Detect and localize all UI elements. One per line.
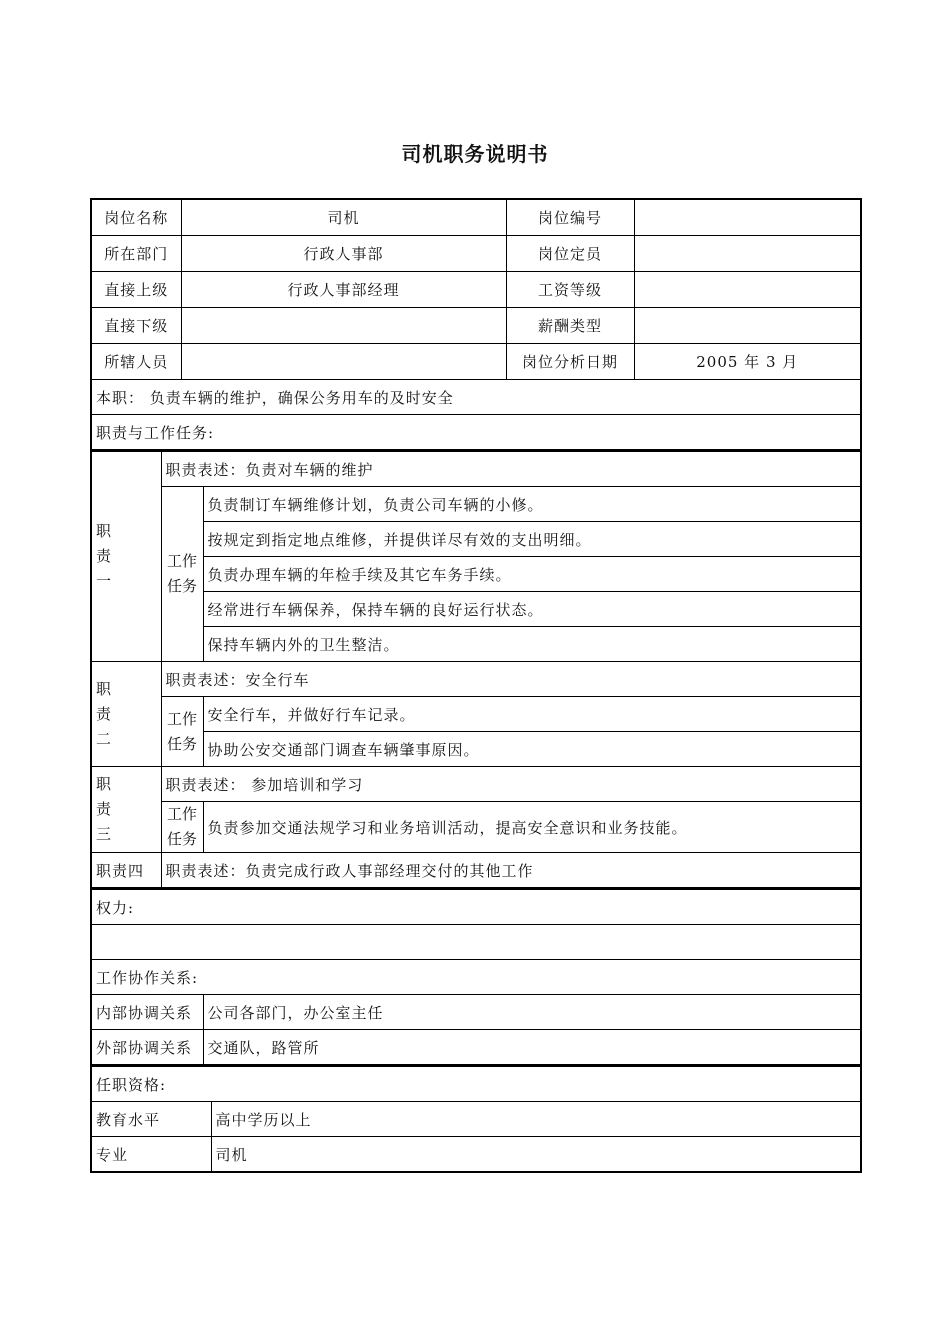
basic-info-row — [91, 272, 861, 308]
staff-label: 所辖人员 — [91, 344, 181, 380]
duty-2-task-label: 工作 任务 — [161, 697, 203, 767]
major-label: 专业 — [91, 1137, 211, 1173]
task-row — [91, 802, 861, 853]
duty-2-task: 安全行车，并做好行车记录。 — [203, 697, 861, 732]
analysis-date-label: 岗位分析日期 — [506, 344, 634, 380]
pay-type-value — [634, 308, 861, 344]
duty-4-statement: 职责表述：负责完成行政人事部经理交付的其他工作 — [161, 853, 861, 889]
authority-value — [91, 925, 861, 960]
direct-superior-label: 直接上级 — [91, 272, 181, 308]
cooperation-header: 工作协作关系: — [91, 960, 861, 995]
basic-info-row — [91, 344, 861, 380]
duty-2-statement: 职责表述：安全行车 — [161, 662, 861, 697]
duties-header-row — [91, 415, 861, 451]
task-row — [91, 627, 861, 662]
task-row — [91, 697, 861, 732]
position-name-value: 司机 — [181, 199, 506, 236]
internal-coordination-label: 内部协调关系 — [91, 995, 203, 1030]
external-coordination-row — [91, 1030, 861, 1066]
basic-info-row — [91, 308, 861, 344]
duty-1-task: 保持车辆内外的卫生整洁。 — [203, 627, 861, 662]
qualification-header-row — [91, 1067, 861, 1102]
position-number-value — [634, 199, 861, 236]
staff-value — [181, 344, 506, 380]
duty-3-label: 职 责 三 — [91, 767, 161, 853]
authority-table — [90, 889, 862, 1066]
duty-2-label: 职 责 二 — [91, 662, 161, 767]
duty-1-statement: 职责表述：负责对车辆的维护 — [161, 452, 861, 487]
external-coordination-value: 交通队，路管所 — [203, 1030, 861, 1066]
duty-statement-row — [91, 452, 861, 487]
direct-superior-value: 行政人事部经理 — [181, 272, 506, 308]
task-row — [91, 592, 861, 627]
department-label: 所在部门 — [91, 236, 181, 272]
qualification-header: 任职资格: — [91, 1067, 861, 1102]
qualification-row — [91, 1102, 861, 1137]
major-value: 司机 — [211, 1137, 861, 1173]
basic-info-table — [90, 198, 862, 451]
department-value: 行政人事部 — [181, 236, 506, 272]
document-title: 司机职务说明书 — [401, 142, 549, 166]
basic-info-row — [91, 199, 861, 236]
qualification-table — [90, 1066, 862, 1173]
job-description-form — [90, 198, 860, 1173]
internal-coordination-value: 公司各部门，办公室主任 — [203, 995, 861, 1030]
authority-header: 权力: — [91, 890, 861, 925]
authority-header-row — [91, 890, 861, 925]
cooperation-header-row — [91, 960, 861, 995]
headcount-value — [634, 236, 861, 272]
direct-subordinate-label: 直接下级 — [91, 308, 181, 344]
external-coordination-label: 外部协调关系 — [91, 1030, 203, 1066]
qualification-row — [91, 1137, 861, 1173]
duty-4-label: 职责四 — [91, 853, 161, 889]
position-number-label: 岗位编号 — [506, 199, 634, 236]
salary-grade-label: 工资等级 — [506, 272, 634, 308]
duty-1-task: 负责办理车辆的年检手续及其它车务手续。 — [203, 557, 861, 592]
main-duty-row — [91, 380, 861, 415]
task-row — [91, 487, 861, 522]
duty-1-task: 负责制订车辆维修计划，负责公司车辆的小修。 — [203, 487, 861, 522]
task-row — [91, 557, 861, 592]
duties-header: 职责与工作任务: — [91, 415, 861, 451]
task-row — [91, 732, 861, 767]
basic-info-row — [91, 236, 861, 272]
authority-value-row — [91, 925, 861, 960]
education-label: 教育水平 — [91, 1102, 211, 1137]
salary-grade-value — [634, 272, 861, 308]
main-duty: 本职： 负责车辆的维护，确保公务用车的及时安全 — [91, 380, 861, 415]
duty-statement-row — [91, 662, 861, 697]
duty-statement-row — [91, 853, 861, 889]
education-value: 高中学历以上 — [211, 1102, 861, 1137]
pay-type-label: 薪酬类型 — [506, 308, 634, 344]
duty-1-task: 经常进行车辆保养，保持车辆的良好运行状态。 — [203, 592, 861, 627]
position-name-label: 岗位名称 — [91, 199, 181, 236]
duty-3-statement: 职责表述： 参加培训和学习 — [161, 767, 861, 802]
duty-2-task: 协助公安交通部门调查车辆肇事原因。 — [203, 732, 861, 767]
duty-statement-row — [91, 767, 861, 802]
duty-3-task-label: 工作 任务 — [161, 802, 203, 853]
internal-coordination-row — [91, 995, 861, 1030]
duty-1-label: 职 责 一 — [91, 452, 161, 662]
headcount-label: 岗位定员 — [506, 236, 634, 272]
duty-1-task: 按规定到指定地点维修，并提供详尽有效的支出明细。 — [203, 522, 861, 557]
analysis-date-value: 2005 年 3 月 — [634, 344, 861, 380]
duties-table — [90, 451, 862, 889]
direct-subordinate-value — [181, 308, 506, 344]
duty-3-task: 负责参加交通法规学习和业务培训活动，提高安全意识和业务技能。 — [203, 802, 861, 853]
task-row — [91, 522, 861, 557]
duty-1-task-label: 工作 任务 — [161, 487, 203, 662]
